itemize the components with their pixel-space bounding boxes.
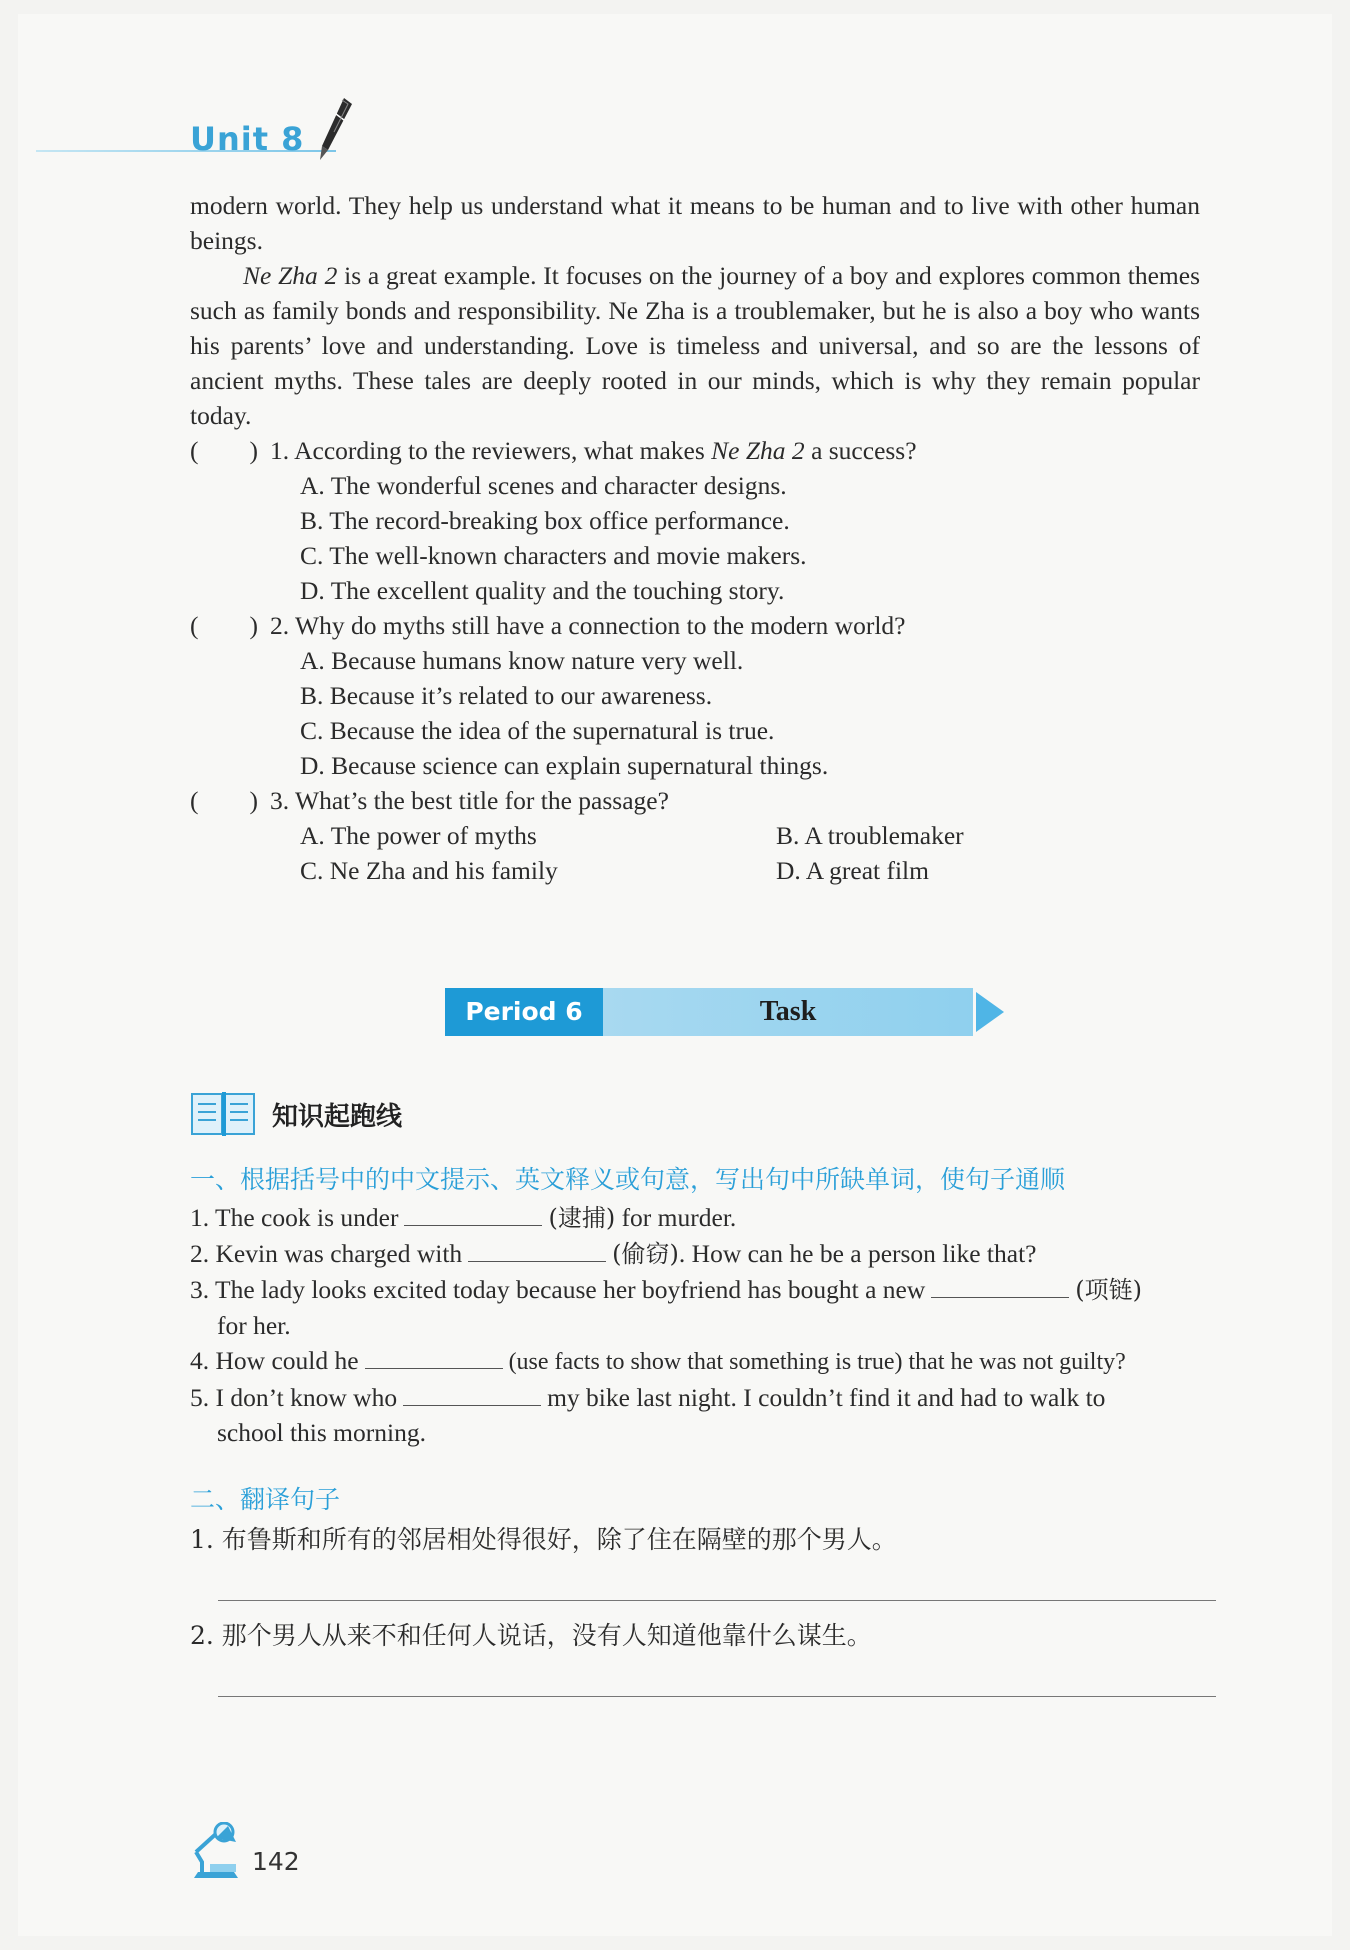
- question-3: [190, 783, 1200, 818]
- question-stem-text: 1. According to the reviewers, what makes: [270, 436, 712, 465]
- item-text: 2. Kevin was charged with: [190, 1239, 463, 1268]
- answer-blank[interactable]: [403, 1381, 541, 1406]
- fill-item-3: [190, 1272, 1200, 1343]
- question-stem: [270, 433, 917, 468]
- answer-bracket[interactable]: ( ): [190, 436, 258, 465]
- fill-item-4: [190, 1343, 1200, 1380]
- fill-item-1: [190, 1200, 1200, 1236]
- question-stem-text-end: a success?: [804, 436, 917, 465]
- passage-paragraph-2: [190, 258, 1200, 433]
- part1-items: [190, 1200, 1200, 1450]
- period-label: Period 6: [445, 988, 603, 1036]
- item-hint: (逮捕): [548, 1204, 616, 1232]
- item-text-end: . How can he be a person like that?: [678, 1239, 1037, 1268]
- option-c: C. Ne Zha and his family: [300, 856, 558, 885]
- item-text-end: that he was not guilty?: [902, 1349, 1126, 1375]
- section-header: [190, 1090, 402, 1138]
- question-1: [190, 433, 1200, 468]
- translate-item-2: 2. 那个男人从来不和任何人说话，没有人知道他靠什么谋生。: [190, 1621, 872, 1650]
- question-2: [190, 608, 1200, 643]
- part1-heading: 一、根据括号中的中文提示、英文释义或句意，写出句中所缺单词，使句子通顺: [190, 1165, 1066, 1194]
- option-d: D. Because science can explain supernatural things.: [300, 751, 829, 780]
- item-text: 3. The lady looks excited today because her boyfriend has bought a new: [190, 1275, 926, 1304]
- option-b: B. The record-breaking box office performance.: [300, 506, 790, 535]
- question-stem-italic: Ne Zha 2: [711, 436, 805, 465]
- option-b: B. A troublemaker: [776, 821, 964, 850]
- footer: [188, 1822, 300, 1882]
- pen-icon: [314, 96, 354, 162]
- option-d: D. A great film: [776, 856, 929, 885]
- item-text-cont: my bike last night. I couldn’t find it and had to walk to: [547, 1383, 1106, 1412]
- option-a: A. Because humans know nature very well.: [300, 646, 744, 675]
- question-stem: 2. Why do myths still have a connection to the modern world?: [270, 611, 906, 640]
- option-d: D. The excellent quality and the touching story.: [300, 576, 785, 605]
- item-text: 1. The cook is under: [190, 1203, 399, 1232]
- option-b: B. Because it’s related to our awareness.: [300, 681, 713, 710]
- item-text-end: school this morning.: [217, 1418, 426, 1447]
- answer-blank[interactable]: [468, 1237, 606, 1262]
- answer-bracket[interactable]: ( ): [190, 611, 258, 640]
- translate-item-1: 1. 布鲁斯和所有的邻居相处得很好，除了住在隔壁的那个男人。: [190, 1525, 897, 1554]
- desk-lamp-icon: [188, 1822, 244, 1882]
- item-text: 5. I don’t know who: [190, 1383, 398, 1412]
- options-grid: [190, 818, 1200, 888]
- question-stem: 3. What’s the best title for the passage?: [270, 786, 669, 815]
- answer-line-1[interactable]: [218, 1600, 1216, 1601]
- answer-bracket[interactable]: ( ): [190, 786, 258, 815]
- section-title: 知识起跑线: [272, 1101, 403, 1132]
- answer-line-2[interactable]: [218, 1696, 1216, 1697]
- book-icon: [190, 1090, 256, 1138]
- answer-blank[interactable]: [931, 1273, 1069, 1298]
- option-c: C. The well-known characters and movie makers.: [300, 541, 807, 570]
- item-hint: (项链): [1075, 1276, 1143, 1304]
- part2-heading: 二、翻译句子: [190, 1485, 341, 1514]
- item-hint: (use facts to show that something is true): [508, 1349, 903, 1375]
- answer-blank[interactable]: [404, 1201, 542, 1226]
- item-text: 4. How could he: [190, 1346, 359, 1375]
- period-banner: [445, 988, 965, 1036]
- item-hint: (偷窃): [612, 1240, 679, 1268]
- item-text-end: for murder.: [615, 1203, 737, 1232]
- passage-paragraph-1: modern world. They help us understand what it means to be human and to live with other human beings.: [190, 191, 1200, 255]
- item-text-end: for her.: [217, 1311, 291, 1340]
- option-a: A. The power of myths: [300, 821, 537, 850]
- film-title: Ne Zha 2: [243, 261, 338, 290]
- passage: [190, 188, 1200, 888]
- passage-paragraph-2-text: is a great example. It focuses on the journey of a boy and explores common themes such as family bonds and responsibility. Ne Zha is a troublemaker, but he is also a boy who wants his parents’ love and understanding. Love is timeless and universal, and so are the lessons of ancient myths. These tales are deeply rooted in our minds, which is why they remain popular today.: [190, 261, 1200, 430]
- fill-item-5: [190, 1380, 1200, 1450]
- banner-arrow-icon: [976, 992, 1004, 1032]
- answer-blank[interactable]: [365, 1344, 503, 1369]
- option-c: C. Because the idea of the supernatural is true.: [300, 716, 775, 745]
- task-label: Task: [603, 988, 973, 1036]
- unit-title: Unit 8: [190, 120, 305, 158]
- fill-item-2: [190, 1236, 1200, 1272]
- option-a: A. The wonderful scenes and character designs.: [300, 471, 787, 500]
- unit-header: [190, 96, 354, 158]
- page-number: 142: [252, 1847, 300, 1876]
